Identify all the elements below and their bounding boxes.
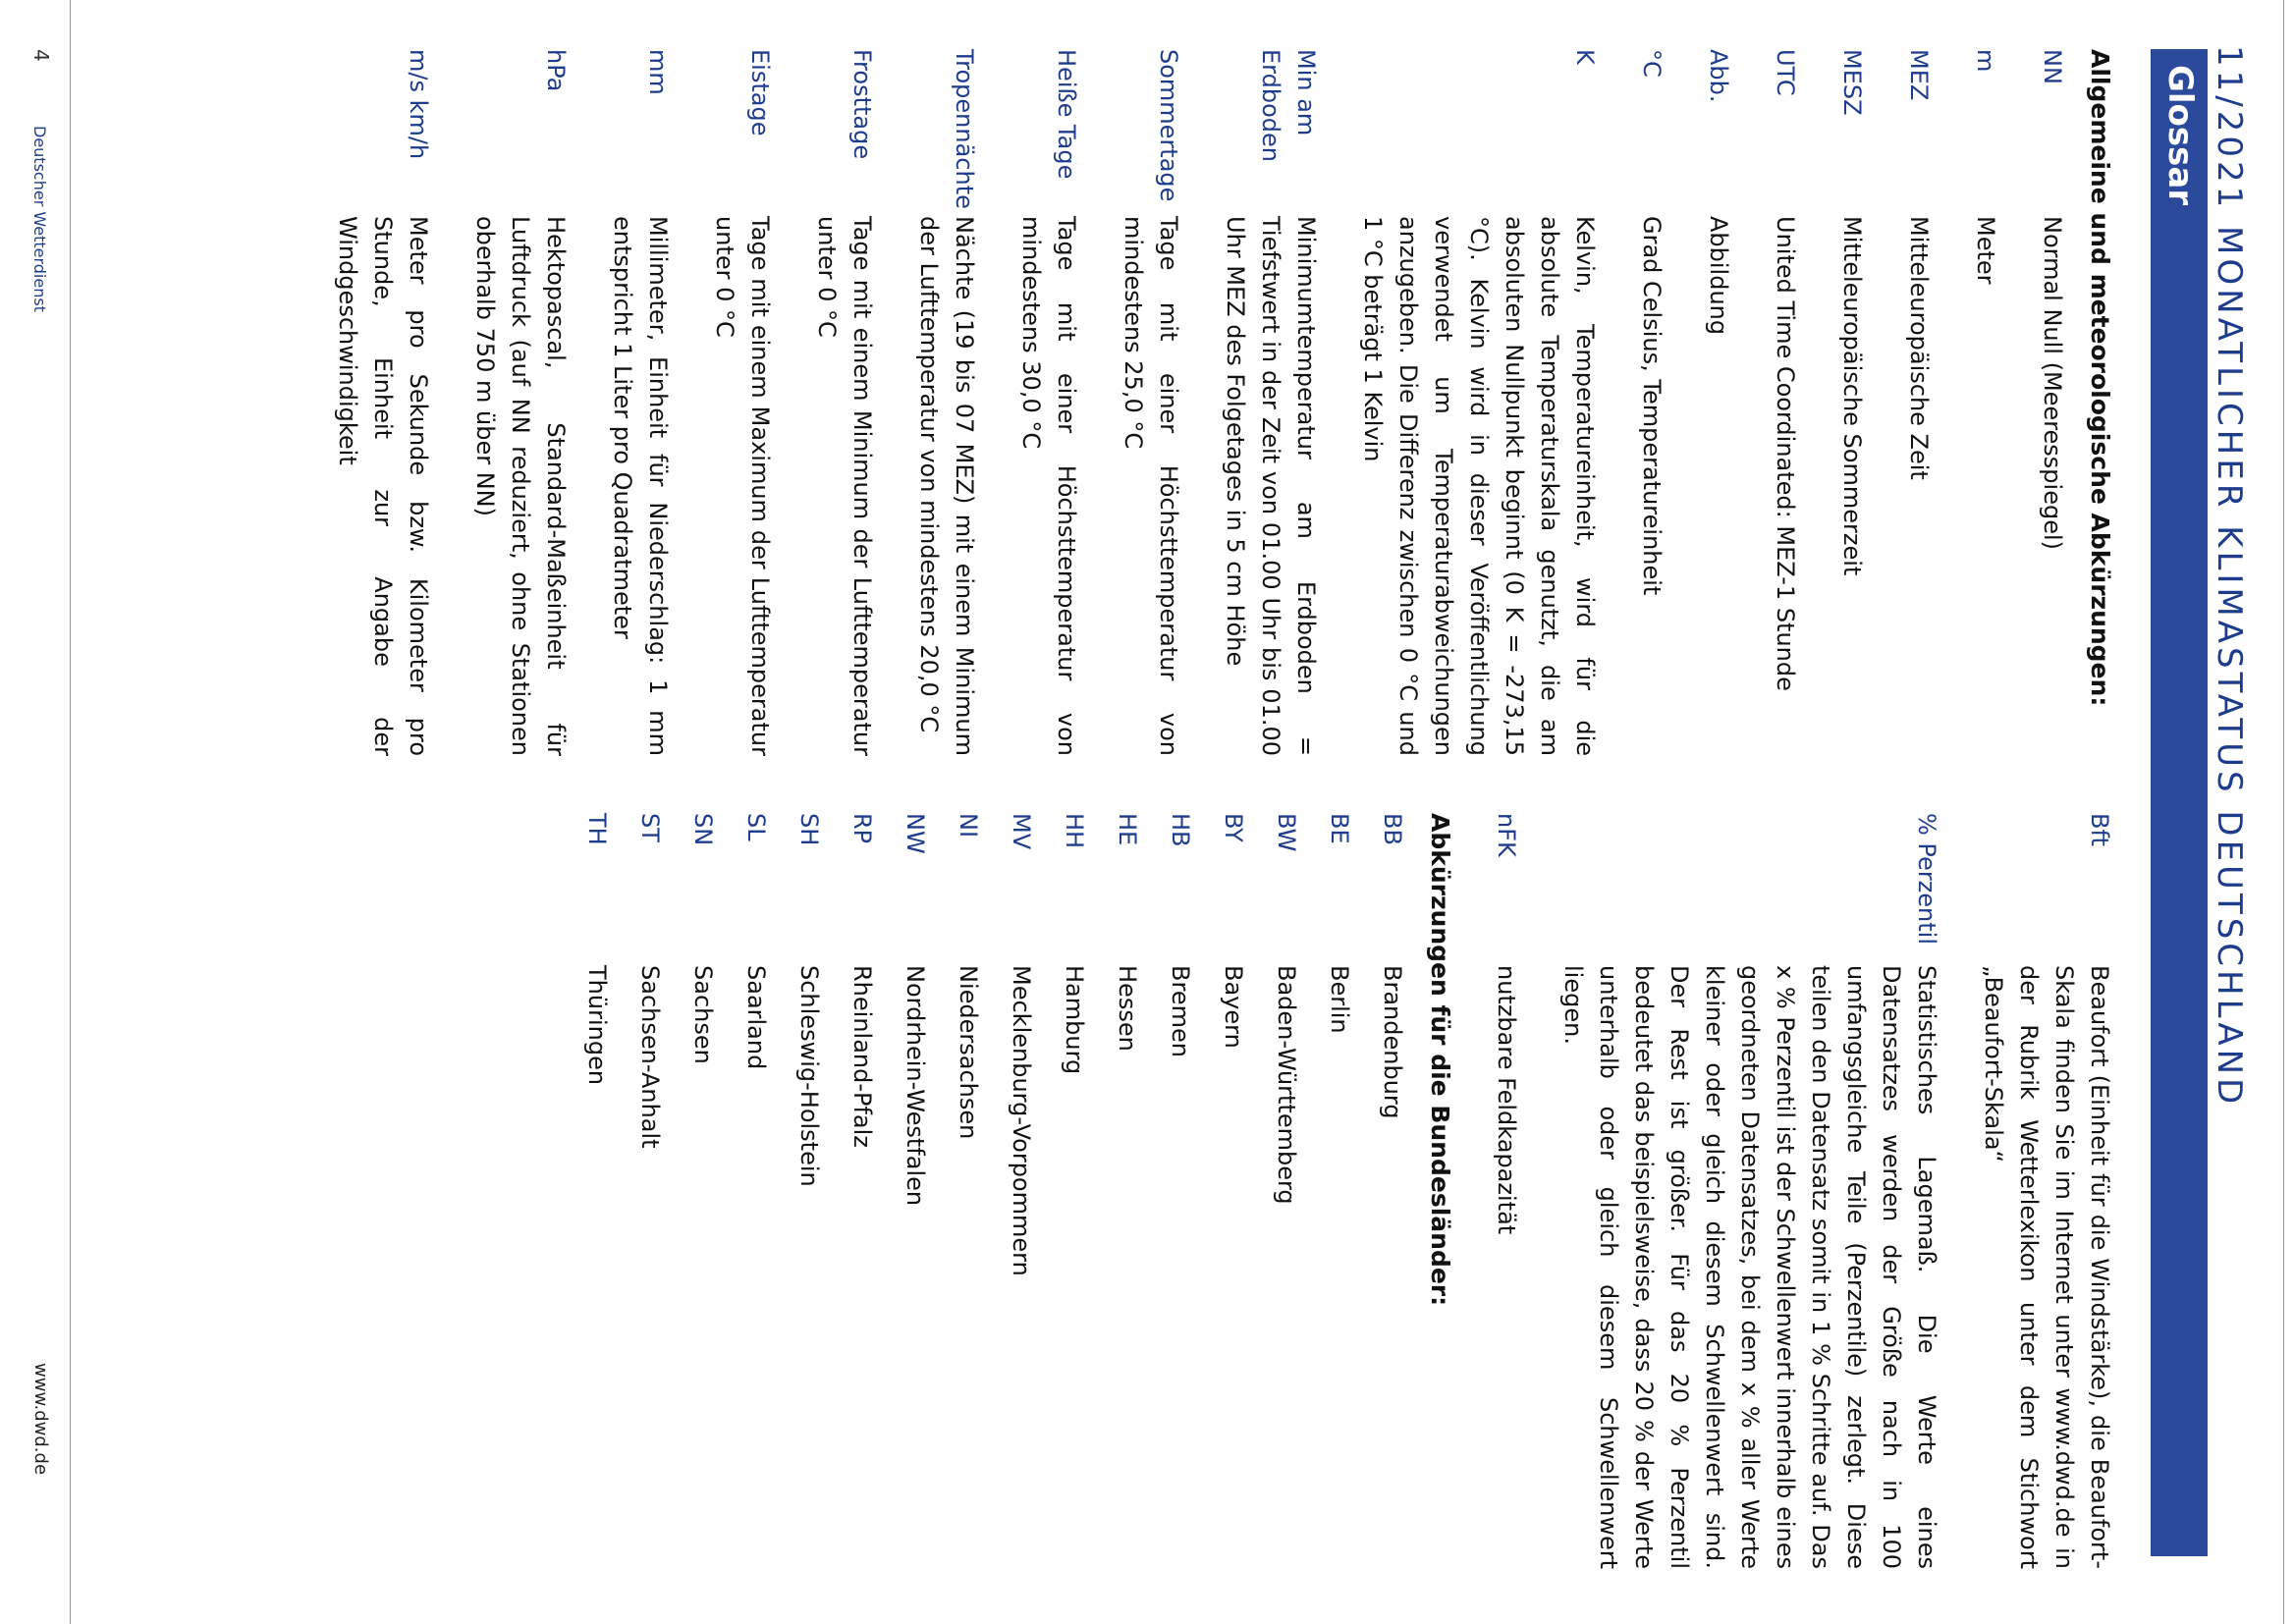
abbreviation-term: TH xyxy=(583,813,611,845)
abbreviation-definition: Statistisches Lagemaß. Die Werte eines Datensatzes werden der Größe nach in 100 umfangsgleiche Teile (Perzentile) zerlegt. Diese teilen den Datensatz somit in 1 % Schritte auf. Das x % Perzentil ist der Schwellenwert innerhalb eines geordneten Datensatzes, bei dem x % aller Werte kleiner oder gleich diesem Schwellenwert sind. Der Rest ist größer. Für das 20 % Perzentil bedeutet das beispielsweise, dass 20 % der Werte unterhalb oder gleich diesem Schwellenwert liegen. xyxy=(1559,965,1940,1569)
abbreviation-definition: Mitteleuropäische Zeit xyxy=(1905,216,1933,480)
abbreviation-term: BY xyxy=(1220,813,1247,842)
glossary-entry xyxy=(1701,49,1736,756)
footer-url[interactable]: www.dwd.de xyxy=(30,1363,51,1476)
glossary-entry xyxy=(1834,49,1870,756)
abbreviation-term: MV xyxy=(1008,813,1035,850)
abbreviation-term: SL xyxy=(742,813,770,841)
abbreviation-definition: Hamburg xyxy=(1061,965,1088,1075)
abbreviation-term: ST xyxy=(636,813,664,842)
abbreviation-term: RP xyxy=(848,813,876,844)
abbreviation-term: Bft xyxy=(2086,813,2113,846)
state-entry xyxy=(1216,813,1251,1569)
section-title: Glossar xyxy=(2160,65,2200,206)
glossary-entry xyxy=(1489,813,1524,1569)
abbreviation-term: NN xyxy=(2039,49,2066,84)
state-entry xyxy=(792,813,827,1569)
abbreviation-term: HE xyxy=(1114,813,1141,846)
state-entry xyxy=(1322,813,1357,1569)
abbreviation-definition: Brandenburg xyxy=(1379,965,1406,1119)
abbreviation-term: UTC xyxy=(1772,49,1799,96)
abbreviation-definition: Tage mit einer Höchsttemperatur von mindestens 25,0 °C xyxy=(1120,216,1182,756)
glossary-entry xyxy=(330,49,436,756)
abbreviation-definition: Meter xyxy=(1972,216,1999,285)
abbreviation-term: BE xyxy=(1326,813,1353,844)
abbreviation-definition: Tage mit einer Höchsttemperatur von mindestens 30,0 °C xyxy=(1017,216,1080,756)
state-entry xyxy=(1004,813,1039,1569)
abbreviation-definition: Niedersachsen xyxy=(955,965,982,1140)
abbreviation-term: SN xyxy=(689,813,717,846)
abbreviation-term: HB xyxy=(1167,813,1194,847)
abbreviation-definition: Millimeter, Einheit für Niederschlag: 1 mm entspricht 1 Liter pro Quadratmeter xyxy=(609,216,672,756)
abbreviation-definition: United Time Coordinated: MEZ-1 Stunde xyxy=(1772,216,1799,691)
state-entry xyxy=(685,813,721,1569)
abbreviation-term: NW xyxy=(901,813,929,854)
state-entry xyxy=(579,813,615,1569)
footer-organization: Deutscher Wetterdienst xyxy=(30,126,49,312)
state-entry xyxy=(1163,813,1198,1569)
abbreviation-definition: Bayern xyxy=(1220,965,1247,1049)
abbreviation-term: nFK xyxy=(1493,813,1520,857)
abbreviation-definition: Beaufort (Einheit für die Windstärke), die Beaufort-Skala finden Sie im Internet unter www.dwd.de in der Rubrik Wetterlexikon unter dem Stichwort „Beaufort-Skala“ xyxy=(1980,965,2113,1569)
state-entry xyxy=(1269,813,1304,1569)
abbreviation-definition: Thüringen xyxy=(583,965,611,1086)
glossary-entry xyxy=(605,49,676,756)
abbreviation-term: Sommertage xyxy=(1155,49,1182,202)
footer-rule xyxy=(70,0,71,1624)
glossary-entry xyxy=(1976,813,2117,1569)
glossary-entry xyxy=(1768,49,1803,756)
glossary-entry xyxy=(1355,49,1603,756)
state-entry xyxy=(632,813,668,1569)
abbreviation-definition: Grad Celsius, Temperatureinheit xyxy=(1638,216,1666,596)
abbreviation-term: mm xyxy=(644,49,672,95)
abbreviation-definition: Berlin xyxy=(1326,965,1353,1034)
abbreviation-definition: Mitteleuropäische Sommerzeit xyxy=(1838,216,1866,576)
abbreviation-definition: Hektopascal, Standard-Maßeinheit für Luftdruck (auf NN reduziert, ohne Stationen oberhalb 750 m über NN) xyxy=(471,216,570,756)
abbreviation-term: °C xyxy=(1638,49,1666,78)
abbreviation-definition: Nordrhein-Westfalen xyxy=(901,965,929,1207)
states-list xyxy=(579,813,1410,1569)
abbreviation-term: Min am Erdboden xyxy=(1257,49,1320,162)
abbreviation-definition: Schleswig-Holstein xyxy=(795,965,823,1187)
glossary-entry xyxy=(1634,49,1669,756)
abbreviation-definition: Baden-Württemberg xyxy=(1273,965,1300,1205)
abbreviation-definition: Nächte (19 bis 07 MEZ) mit einem Minimum der Lufttemperatur von mindestens 20,0 °C xyxy=(915,216,978,756)
abbreviation-term: hPa xyxy=(542,49,570,92)
glossary-entry xyxy=(1013,49,1084,756)
abbreviation-term: SH xyxy=(795,813,823,846)
glossary-entry xyxy=(467,49,574,756)
abbreviation-definition: Kelvin, Temperatureinheit, wird für die absolute Temperaturskala genutzt, die am absoluten Nullpunkt beginnt (0 K = -273,15 °C). Kelvin wird in dieser Veröffentlichung verwendet um Temperaturabweichungen anzugeben. Die Differenz zwischen 0 °C und 1 °C beträgt 1 Kelvin xyxy=(1359,216,1599,756)
abbreviation-definition: Hessen xyxy=(1114,965,1141,1052)
state-entry xyxy=(1375,813,1410,1569)
abbreviation-definition: Bremen xyxy=(1167,965,1194,1057)
glossary-entry xyxy=(2035,49,2070,756)
abbreviation-term: m/s km/h xyxy=(405,49,432,160)
glossary-entry xyxy=(809,49,880,756)
abbreviation-term: Abb. xyxy=(1705,49,1732,103)
glossary-entry xyxy=(911,49,982,756)
glossary-entry xyxy=(707,49,778,756)
abbreviation-term: Eistage xyxy=(746,49,774,136)
abbreviation-definition: Rheinland-Pfalz xyxy=(848,965,876,1148)
abbreviation-term: BW xyxy=(1273,813,1300,852)
right-column xyxy=(562,813,2117,1569)
abbreviation-term: Heiße Tage xyxy=(1053,49,1080,180)
abbreviation-term: Tropennächte xyxy=(951,49,978,209)
left-column xyxy=(299,49,2117,756)
abbreviation-definition: Sachsen xyxy=(689,965,717,1064)
abbreviation-definition: Normal Null (Meeresspiegel) xyxy=(2039,216,2066,551)
abbreviation-term: MESZ xyxy=(1838,49,1866,116)
glossary-entry xyxy=(1556,813,1944,1569)
abbreviation-definition: Tage mit einem Minimum der Lufttemperatur unter 0 °C xyxy=(813,216,876,756)
general-abbreviations-heading: Allgemeine und meteorologische Abkürzungen: xyxy=(2086,49,2114,707)
glossary-entry xyxy=(1968,49,2003,756)
abbreviation-definition: Mecklenburg-Vorpommern xyxy=(1008,965,1035,1276)
glossary-entry xyxy=(1901,49,1937,756)
abbreviation-definition: Meter pro Sekunde bzw. Kilometer pro Stunde, Einheit zur Angabe der Windgeschwindigkeit xyxy=(334,216,432,756)
state-entry xyxy=(951,813,986,1569)
top-rule xyxy=(2283,0,2284,1624)
abbreviation-definition: Minimumtemperatur am Erdboden = Tiefstwert in der Zeit von 01.00 Uhr bis 01.00 Uhr MEZ des Folgetages in 5 cm Höhe xyxy=(1222,216,1320,756)
general-abbreviations-list xyxy=(330,49,2070,756)
page-number: 4 xyxy=(29,49,53,62)
abbreviation-term: K xyxy=(1571,49,1599,65)
abbreviation-term: BB xyxy=(1379,813,1406,845)
abbreviation-term: Frosttage xyxy=(848,49,876,160)
abbreviation-term: MEZ xyxy=(1905,49,1933,101)
abbreviation-definition: Saarland xyxy=(742,965,770,1070)
abbreviation-definition: Abbildung xyxy=(1705,216,1732,336)
abbreviation-definition: Tage mit einem Maximum der Lufttemperatur unter 0 °C xyxy=(711,216,774,756)
glossary-entry xyxy=(1116,49,1186,756)
abbreviation-definition: nutzbare Feldkapazität xyxy=(1493,965,1520,1235)
states-section xyxy=(579,813,1457,1569)
further-abbreviations-list xyxy=(1489,813,2117,1569)
abbreviation-term: m xyxy=(1972,49,1999,73)
state-entry xyxy=(1057,813,1092,1569)
section-title-band xyxy=(2151,49,2208,1556)
abbreviation-term: % Perzentil xyxy=(1913,813,1940,946)
state-entry xyxy=(845,813,880,1569)
state-entry xyxy=(738,813,774,1569)
states-heading: Abkürzungen für die Bundesländer: xyxy=(1426,813,1454,1307)
running-title: 11/2021 MONATLICHER KLIMASTATUS DEUTSCHLAND xyxy=(2210,45,2249,1109)
abbreviation-term: HH xyxy=(1061,813,1088,849)
state-entry xyxy=(1110,813,1145,1569)
abbreviation-term: NI xyxy=(955,813,982,839)
abbreviation-definition: Sachsen-Anhalt xyxy=(636,965,664,1149)
glossary-entry xyxy=(1218,49,1324,756)
state-entry xyxy=(898,813,933,1569)
